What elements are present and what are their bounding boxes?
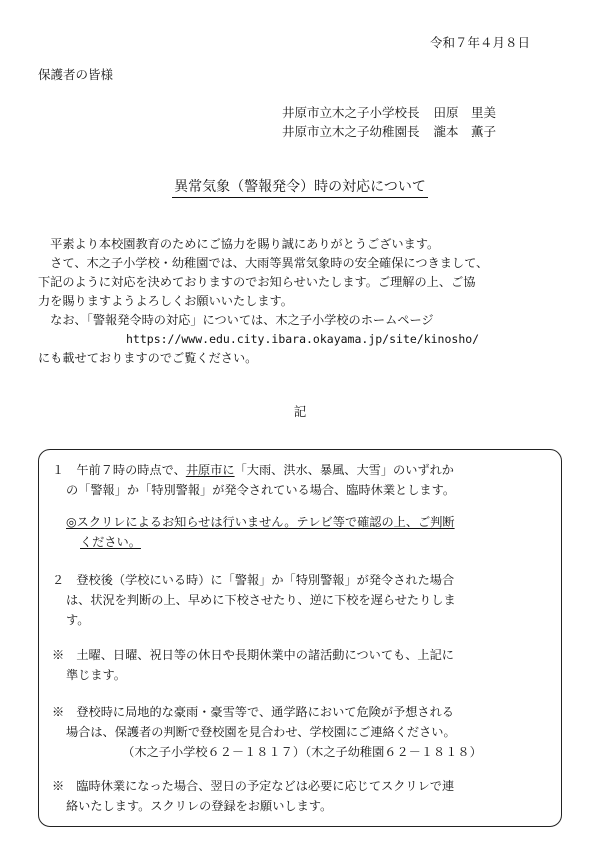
document-date: 令和７年４月８日 — [430, 35, 531, 50]
rule-line: は、状況を判断の上、早めに下校させたり、逆に下校を遅らせたりしま — [66, 593, 456, 607]
rule-text: １ 午前７時の時点で、 — [52, 463, 186, 477]
rule-item-1-line2: の「警報」か「特別警報」が発令されている場合、臨時休業とします。 — [66, 483, 456, 497]
rule-line: ※ 土曜、日曜、祝日等の休日や長期休業中の諸活動についても、上記に — [52, 648, 454, 662]
rules-box — [38, 449, 562, 827]
sender-title: 井原市立木之子幼稚園長 — [282, 124, 420, 139]
rule-item-4 — [52, 702, 552, 762]
sender-title: 井原市立木之子小学校長 — [282, 105, 420, 120]
rule-line: ２ 登校後（学校にいる時）に「警報」か「特別警報」が発令された場合 — [52, 573, 455, 587]
note-line — [52, 532, 552, 552]
body-paragraph: 平素より本校園教育のためにご協力を賜り誠にありがとうございます。 — [38, 237, 440, 251]
body-paragraphs — [38, 235, 570, 368]
document-title-text: 異常気象（警報発令）時の対応について — [172, 179, 428, 198]
sender-principal-kindergarten — [282, 123, 496, 142]
ki-heading: 記 — [293, 404, 307, 419]
sender-name: 田原 里美 — [433, 105, 497, 120]
rule-text: 「大雨、洪水、暴風、大雪」のいずれか — [234, 463, 454, 477]
sender-name: 瀧本 薫子 — [433, 124, 497, 139]
rule-line: 絡いたします。スクリレの登録をお願いします。 — [66, 799, 333, 813]
body-paragraph: なお、「警報発令時の対応」については、木之子小学校のホームページ — [38, 313, 434, 327]
contact-phone-numbers: （木之子小学校６２－１８１７）（木之子幼稚園６２－１８１８） — [122, 745, 482, 759]
rule-item-5 — [52, 776, 552, 816]
rule-item-1-line1 — [52, 460, 552, 480]
sender-principal-school — [282, 104, 496, 123]
rule-line: 準じます。 — [66, 668, 126, 682]
rule-line: ※ 登校時に局地的な豪雨・豪雪等で、通学路において危険が予想される — [52, 705, 454, 719]
body-paragraph: さて、木之子小学校・幼稚園では、大雨等異常気象時の安全確保につきまして、 — [38, 256, 489, 270]
note-line: ◎スクリレによるお知らせは行いません。テレビ等で確認の上、ご判断 — [66, 515, 455, 529]
body-paragraph: 下記のように対応を決めておりますのでお知らせいたします。ご理解の上、ご協 — [38, 275, 476, 289]
rule-line: 場合は、保護者の判断で登校園を見合わせ、学校園にご連絡ください。 — [66, 725, 456, 739]
rule-item-2 — [52, 570, 552, 630]
rule-note-1 — [52, 512, 552, 552]
rule-item-3 — [52, 645, 552, 685]
body-paragraph: 力を賜りますようよろしくお願いいたします。 — [38, 294, 293, 308]
rule-line: す。 — [66, 613, 90, 627]
rule-text-underlined: 井原市に — [185, 463, 235, 477]
rule-line: ※ 臨時休業になった場合、翌日の予定などは必要に応じてスクリレで連 — [52, 779, 455, 793]
body-paragraph: にも載せておりますのでご覧ください。 — [38, 351, 258, 365]
rule-item-1 — [52, 460, 552, 500]
addressee: 保護者の皆様 — [38, 67, 114, 82]
note-line-text: ください。 — [80, 535, 141, 549]
document-title — [0, 177, 600, 198]
homepage-url: https://www.edu.city.ibara.okayama.jp/site/kinosho/ — [126, 332, 480, 346]
